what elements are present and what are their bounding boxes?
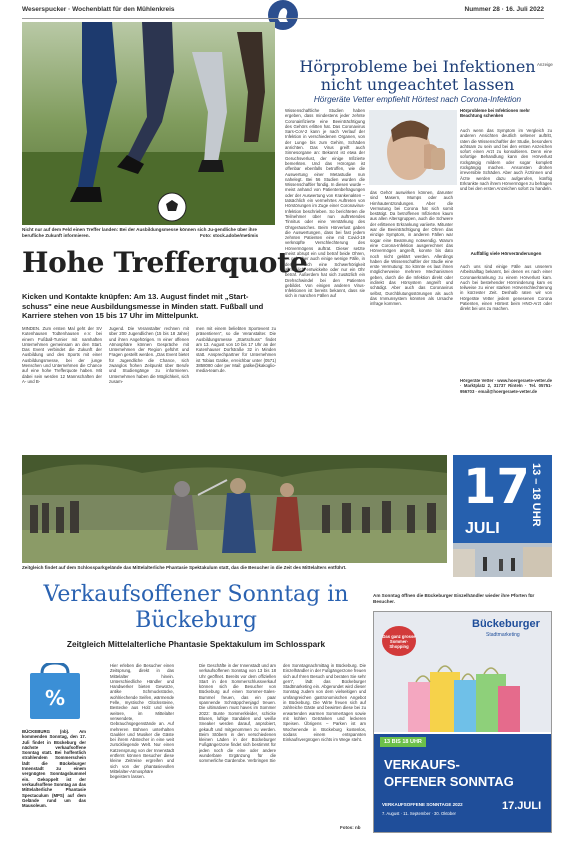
ad-footer-date: 17.JULI: [502, 800, 542, 812]
anzeige-label: Anzeige: [537, 62, 553, 67]
date-day: 17: [463, 459, 530, 515]
shopping-bag-icon: [22, 663, 88, 725]
ad-time-badge: 13 BIS 18 UHR: [380, 737, 426, 747]
verk-subheadline: Zeitgleich Mittelalterliche Phantasie Spektakulum im Schlosspark: [66, 639, 326, 649]
soccer-photo: [22, 22, 275, 225]
hoer-subheadline: Hörgeräte Vetter empfiehlt Hörtest nach Corona-Infektion: [313, 95, 522, 104]
hoer-col3b: Auch uns sind einige Fälle aus unserem Arbeitsalltag bekannt, bei denen es nach einer Coronaerkrankung zu einem Hörverlust kam. Auch bei bestehender Hörminderung kam es teilweise zu einer starken Hörverschlechterung in kürzester Zeit. Deshalb raten wir von Hörgeräte Vetter jedem genesenen Corona Patienten, einen Hörtest beim HNO-Arzt oder direkt bei uns zu machen.: [460, 264, 552, 312]
hoer-photo-caption: Hörprobleme bei Infektionen mehr Beachtung schenken: [460, 108, 530, 119]
hoer-col2: das Gehör auswirken können, darunter sind Masern, Mumps oder auch Himhautentzündungen. Aber die Vermutung bei Corona hat sich somit bestätigt. Da betroffenen Infizierten kaum aus allen Altersgruppen, auch die Schwere der erlittenen Erkrankung variierte. Mitunter war die Beeinträchtigung der Ohren das einzige Symptom, in anderen Fällen war sogar eine Beatmung notwendig. Warum eine Corona-Infektion ausgerechnet das Hörvermögen angreift, konnte bis dato noch nicht geklärt werden. Allerdings haben die Wissenschaftler der Studie eine erste Vermutung: So könnte es laut ihnen möglicherweise mehrere Mechanismen geben, durch die die Infektion direkt oder indirekt das Hörsystem angreift und schädigt. Aber auch das Coronavirus selbst, Durchblutungsstörungen als auch das Immunsystem könnten als Ursache infrage kommen.: [370, 190, 453, 307]
hohe-col1: MINDEN. Zum ersten Mal geht der SV Kutenhausen Todtenhausen e.V. bei einem Fußball-Turnier mit namhaften Unternehmen gemeinsam an den Start. Das Event verbindet die Zukunft der Ausbildung und des Sports mit einer Ausbildungsmesse, bei der junge Menschen und Unternehmen die Chance auf eine hohe Trefferquote haben. Mit dabei sein werden 12 Mannschaften der A- und B-: [22, 326, 102, 384]
ad-footer-label: VERKAUFSOFFENE SONNTAGE 2022: [382, 802, 463, 807]
street-caption: Am Sonntag öffnen die Bückeburger Einzelhändler wieder ihre Pforten für Besucher.: [373, 593, 535, 604]
header-divider: [22, 18, 544, 19]
hoer-headline: Hörprobleme bei Infektionen nicht ungeachtet lassen: [299, 57, 536, 94]
medieval-photo: [22, 455, 447, 563]
ad-headline2: OFFENER SONNTAG: [384, 774, 514, 789]
street-photo-placeholder: [373, 580, 553, 581]
verk-col2: Hier erleben die Besucher einen Zeitsprung, direkt in das Mittelalter hinein. Unterschiedliche Händler und Handwerker bieten Gewürze, antike Schmuckstücke, wohlriechende Seifen, wärmende Felle, mystische Glückssteine, Bestecke aus Holz und viele weitere, im Mittelalter verwendete, Gebrauchsgegenstände an. Auf mehreren Bühnen unterhalten Gaukler und Musiker die Gäste bei ihrem Abstecher in eine weit zurückliegende Welt. Nur einen Katzensprung von der Innenstadt entfernt können Besucher diese kleine Zeitreise ergreifen und sich von der phantasievollen Mittelalter-Atmosphäre begeistern lassen.: [110, 663, 174, 780]
date-box: [453, 455, 552, 577]
hohe-col3: men mit einem beliebten Sportevent zu präsentieren", so die Veranstalter. Die Ausbildungsmesse „Startschuss" findet am 13. August von 10 bis 17 Uhr an der Kutenhauser Dorfstraße 32 in Minden statt. Ansprechpartner für Unternehmen ist Tobias Gatike, erreichbar unter (0571) 3858080 oder per Mail: gatike@kakoglio-media-team.de.: [196, 326, 276, 374]
hohe-headline: Hohe Trefferquote: [22, 246, 308, 279]
verk-col4: den Sonntagnachmittag in Bückeburg. Die Einzelhändler in der Fußgängerzone freuen sich auf Ihren Besuch und beraten Sie sehr gern", lädt das Bückeburger Stadtmarketing ein. Abgerundet wird dieser Sonntag zudem von dem vielseitigen und umfangreichen gastronomischen Angebot in Bückeburg. Die Wirte freuen sich auf zahlreiche Gäste und bewirten diese bei zu erwartenden warmen Sommertagen sowie mit kühlen Getränken und leckeren Speisen. Übrigens – Parken ist am Wochenende in Bückeburg kostenlos, sodass einem entspannten Einkaufsvergnügen nichts im Wege steht.: [283, 663, 366, 743]
hoer-col3: Auch wenn das Symptom im Vergleich zu anderen Ansichten deutlich seltener auftritt, raten die Wissenschaftler der Studie, besonders achtsam zu sein und bei den ersten Anzeichen sofort einen Arzt zu konsultieren. Denn eine sofortige Behandlung kann den Hörverlust rückgängig mildern oder sogar komplett rückgängig machen. Ansonsten drohen irreversible Schäden. Aber auch Ärztinnen und Ärzte werden dazu aufgerufen, künftig Erkrankte nach ihrem Hörvermögen zu befragen und bei den ersten Anzeichen sofort zu handeln.: [460, 128, 552, 192]
header-left: Weserspucker · Wochenblatt für den Mühlenkreis: [22, 6, 175, 13]
verk-col3: Die Geschäfte in der Innenstadt und am verkaufsoffenen Sonntag von 13 bis 18 Uhr geöffnet. Bereits vor dem offiziellen Start in den Sommerschlussverkauf können sich die Besucher von Bückeburg auf einen Sommer-Sales-Bummel freuen, das ein paar spannende Schnäppchenjagd treuen. Die ultimativen must haves im Sommer 2022: Bunte Sommerkleider, schicke Blusen, luftige Sandalen und weiße Sneaker werden darauf, anprobiert, gekauft und mitgenommen zu werden. Beim Stöbern in den verschiedenen kleinen Läden in der Bückeburger Fußgängerzone findet sich bestimmt für jeden noch die eine oder andere wunderbare Ergänzung für die sommerliche Garderobe. Verbringen Sie: [199, 663, 276, 764]
soccer-caption: Nicht nur auf dem Feld einen Treffer landen: Bei der Ausbildungsmesse können sich Ju-gendliche über ihre berufliche Zukunft informieren.: [22, 227, 257, 238]
street-photo-top: [373, 566, 553, 567]
svg-text:%: %: [44, 686, 66, 710]
street-photo: [453, 543, 552, 577]
soccer-credit: Foto: stock.adobe/metimis: [200, 233, 259, 238]
stadtmarketing-ad[interactable]: [373, 611, 552, 833]
verk-col1: BÜCKEBURG (nb). Am kommenden Sonntag, den 17. Juli findet in Bückeburg der nächste verkaufsoffene Sonntag statt. Bei hoffentlich strahlendem Sommerschein lädt die Bückeburger Innenstadt zu einem vergnügten Sonntagsbummel ein. Gekoppelt ist der verkaufsoffene Sonntag an das Mittelalterliche Phantasie Spectaculum (MPS) auf dem Gelände rund um das Mausoleum.: [22, 729, 86, 809]
hohe-col2: Jugend. Die Veranstalter rechnen mit über 200 Jugendlichen (15 bis 18 Jahre) und ihren Angehörigen. In einer offenen Atmosphäre können Gespräche mit Unternehmen der Region geführt und Fragen gestellt werden. „Das Event bietet für Jugendliche die Chance, sich zwanglos frohen Zeitpunkt über Berufe und Studiengänge zu informieren. Unternehmen haben die Möglichkeit, sich zusam-: [109, 326, 189, 384]
hoer-contact[interactable]: Hörgeräte Vetter · www.hoergeraete-vetter.de · Marktplatz 2, 31737 Rinteln · Tel. 05751-956703 · email@hoergeraete-vetter.de: [460, 378, 552, 394]
verk-headline: Verkaufsoffener Sonntag in Bückeburg: [43, 582, 349, 633]
date-month: JULI: [465, 520, 500, 537]
verk-photo-credit: Fotos: nb: [340, 825, 361, 830]
ad-headline1: VERKAUFS-: [384, 757, 460, 772]
date-time: 13 – 18 UHR: [530, 463, 542, 527]
hoer-photo: [369, 110, 457, 185]
header-right: Nummer 28 · 16. Juli 2022: [464, 6, 544, 13]
ad-brand: Bückeburger: [472, 618, 540, 630]
ad-footer-dates: 7. August · 11. September · 30. Oktober: [382, 811, 456, 816]
ad-brand-sub: Stadtmarketing: [486, 632, 520, 638]
ad-bubble: Das ganz grosse Sommer-Shopping: [382, 626, 416, 656]
hohe-lead: Kicken und Kontakte knüpfen: Am 13. August findet mit „Start-schuss" eine neue Ausbildungsmesse in Minden statt. Fußball und Karriere stehen von 15 bis 17 Uhr im Mittelpunkt.: [22, 292, 264, 321]
hoer-col1: Wissenschaftliche Studien haben ergeben, dass mindestens jeder zehnte Coronainfizierte eine Beeinträchtigung des Gehörs erlitten hat. Das Coronavirus Sars-CoV-2 kann je nach Verlauf der Infektion in verschiedenen Organen, von der Lunge bis zum Gehirn, Schäden anrichten. Das Virus greift auch Sinnesorgane an: Bekannt ist etwa der Geruchsverlust, der einige Infizierte bemerkten. Und das Hörorgan ist offenbar ebenfalls betroffen, wie die Auswertung einer Metastudie nun nahelegt. Bei 56 Studien wurden die Wissenschaftler fündig. In diesen wurde – meist anhand von Patientenbefragungen oder der Auswertung von Krankenakten – tatsächlich ein vermehrtes Auftreten von Hörstörungen im Zuge einer Coronavirus-Infektion beschrieben. So berichteten die Teilnehmer über nun auftretendes Tinnitus oder eine Verstärkung des Ohrgeräusches. Beim Hörverlust gaben die Auswertungen, dass bei fast jedem zehnten Patienten eine mit Covid-19 verknüpfte Verschlechterung des Hörvermögens auftrat. Dieser setzte meist abrupt ein und betraf beide Ohren, es gab aber auch einige wenige Fälle, in denen sich eine Schwerhörigkeit allmählich entwickelte oder nur ein Ohr betraf. Außerdem hat sich zusätzlich ein Drehschwindel bei den Patienten gebildet. Von einigen anderen Virus-Infektionen ist bereits bekannt, dass sie sich in manchen Fällen auf: [285, 108, 365, 299]
medieval-caption: Zeitgleich findet auf dem Schlossparkgelände das Mittelalterliche Phantasie Spektakulum statt, das die Besucher in die Zeit des Mittelalters entführt.: [22, 565, 347, 570]
hoer-box-title: Auffällig viele Hörveränderungen: [470, 251, 542, 256]
